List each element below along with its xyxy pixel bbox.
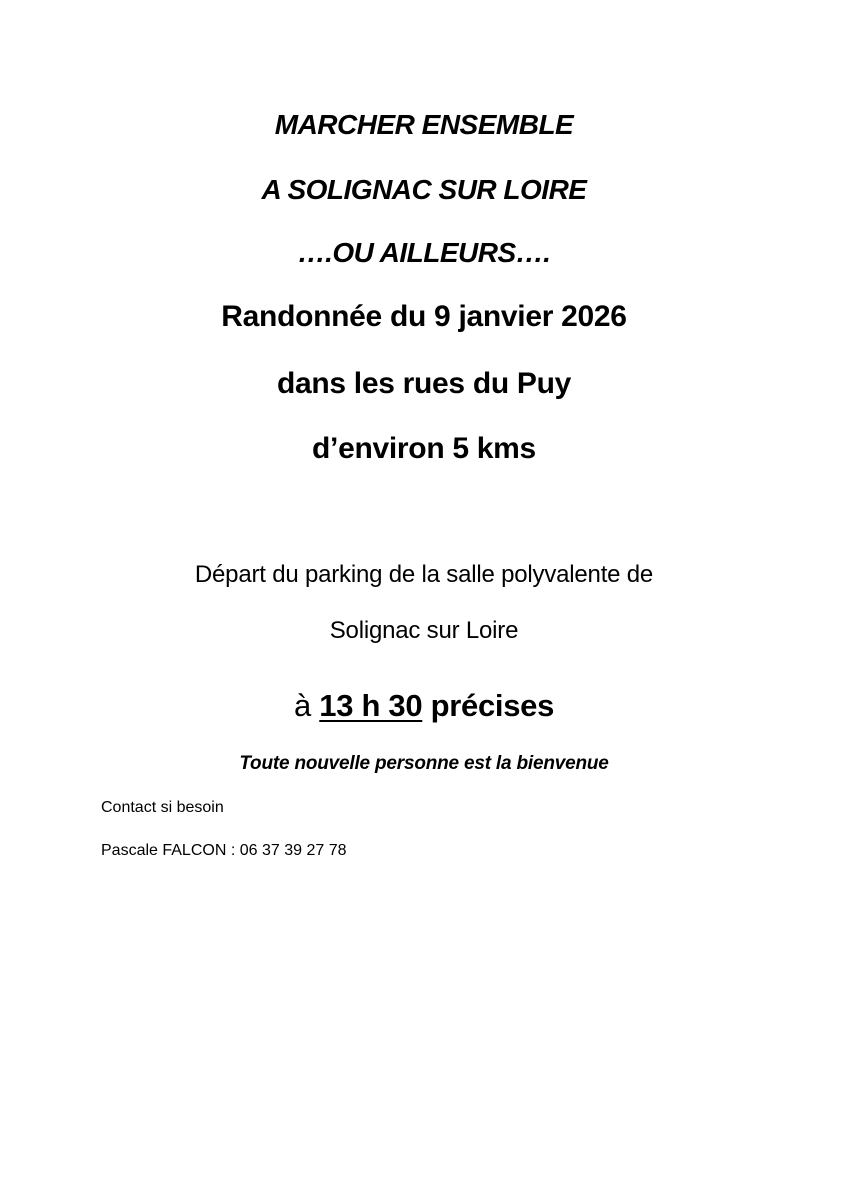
contact-person: Pascale FALCON : 06 37 39 27 78 (101, 842, 347, 859)
event-title: Randonnée du 9 janvier 2026 (221, 300, 627, 333)
departure-line-1: Départ du parking de la salle polyvalente de (194, 561, 654, 588)
event-distance: d’environ 5 kms (312, 432, 536, 465)
departure-line-2: Solignac sur Loire (329, 617, 519, 644)
departure-time (0, 690, 848, 721)
welcome-note: Toute nouvelle personne est la bienvenue (239, 753, 609, 774)
header-line-marcher-ensemble: MARCHER ENSEMBLE (274, 109, 574, 140)
time-suffix: précises (430, 688, 555, 723)
header-line-solignac: A SOLIGNAC SUR LOIRE (261, 174, 587, 205)
contact-label: Contact si besoin (101, 799, 224, 816)
header-line-ou-ailleurs: ….OU AILLEURS…. (297, 237, 551, 268)
event-location: dans les rues du Puy (276, 367, 572, 400)
time-prefix: à (293, 688, 311, 723)
time-value: 13 h 30 (319, 688, 423, 723)
